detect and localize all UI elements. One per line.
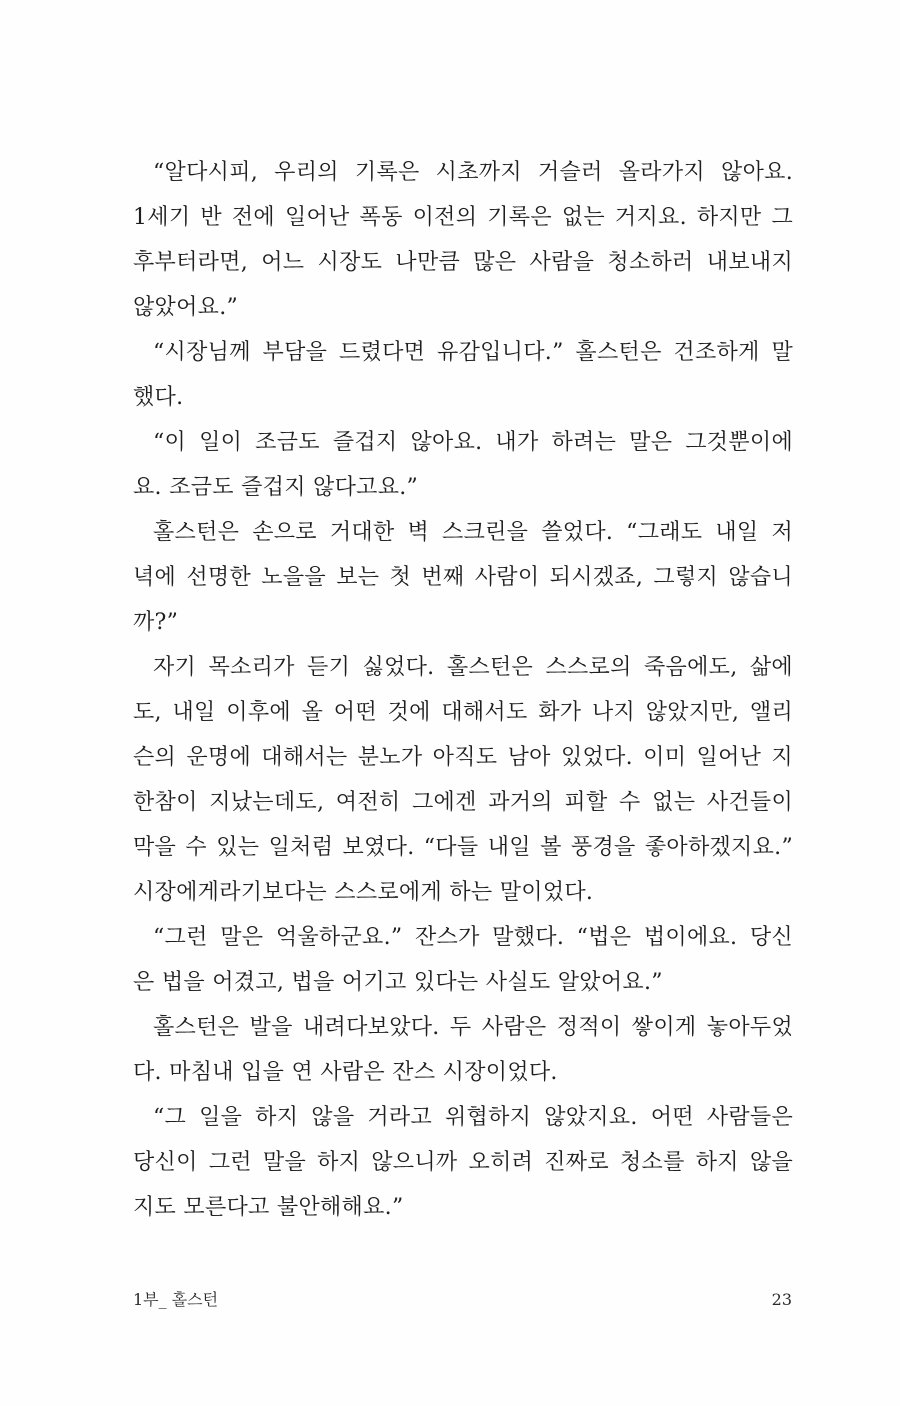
text-line: 슨의 운명에 대해서는 분노가 아직도 남아 있었다. 이미 일어난 지: [133, 745, 793, 770]
text-line: 홀스턴은 발을 내려다보았다. 두 사람은 정적이 쌓이게 놓아두었: [153, 1015, 793, 1040]
text-line: 1세기 반 전에 일어난 폭동 이전의 기록은 없는 거지요. 하지만 그: [133, 205, 793, 230]
text-line: 당신이 그런 말을 하지 않으니까 오히려 진짜로 청소를 하지 않을: [133, 1150, 793, 1175]
text-line: “알다시피, 우리의 기록은 시초까지 거슬러 올라가지 않아요.: [153, 160, 793, 185]
text-line: 지도 모른다고 불안해해요.”: [133, 1195, 404, 1220]
text-line: 까?”: [133, 610, 179, 635]
text-line: “그 일을 하지 않을 거라고 위협하지 않았지요. 어떤 사람들은: [153, 1105, 793, 1130]
text-line: 홀스턴은 손으로 거대한 벽 스크린을 쓸었다. “그래도 내일 저: [153, 520, 793, 545]
text-line: 후부터라면, 어느 시장도 나만큼 많은 사람을 청소하러 내보내지: [133, 250, 793, 275]
text-line: “이 일이 조금도 즐겁지 않아요. 내가 하려는 말은 그것뿐이에: [153, 430, 793, 455]
text-line: 시장에게라기보다는 스스로에게 하는 말이었다.: [133, 880, 594, 905]
text-line: 자기 목소리가 듣기 싫었다. 홀스턴은 스스로의 죽음에도, 삶에: [153, 655, 793, 680]
text-line: 막을 수 있는 일처럼 보였다. “다들 내일 볼 풍경을 좋아하겠지요.”: [133, 835, 793, 860]
page-number: 23: [771, 1290, 792, 1309]
text-line: 한참이 지났는데도, 여전히 그에겐 과거의 피할 수 없는 사건들이: [133, 790, 793, 815]
text-line: “그런 말은 억울하군요.” 잔스가 말했다. “법은 법이에요. 당신: [153, 925, 793, 950]
text-line: 않았어요.”: [133, 295, 239, 320]
text-line: “시장님께 부담을 드렸다면 유감입니다.” 홀스턴은 건조하게 말: [153, 340, 793, 365]
text-line: 했다.: [133, 385, 184, 410]
running-footer-section: 1부_ 홀스턴: [133, 1290, 219, 1309]
text-line: 녁에 선명한 노을을 보는 첫 번째 사람이 되시겠죠, 그렇지 않습니: [133, 565, 793, 590]
text-line: 도, 내일 이후에 올 어떤 것에 대해서도 화가 나지 않았지만, 앨리: [133, 700, 793, 725]
text-line: 다. 마침내 입을 연 사람은 잔스 시장이었다.: [133, 1060, 558, 1085]
text-line: 은 법을 어겼고, 법을 어기고 있다는 사실도 알았어요.”: [133, 970, 663, 995]
body-text: [133, 150, 793, 1230]
text-line: 요. 조금도 즐겁지 않다고요.”: [133, 475, 419, 500]
